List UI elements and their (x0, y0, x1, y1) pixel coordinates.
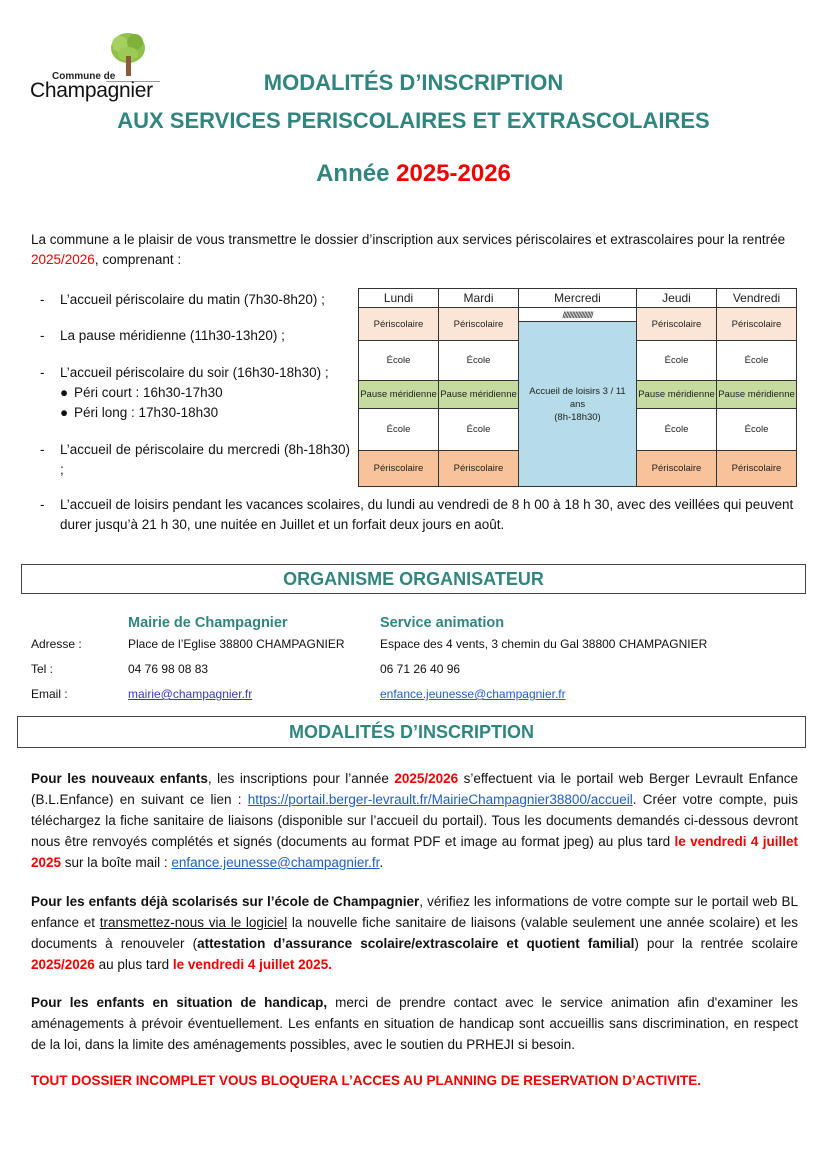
accueil-text: ans (569, 398, 586, 410)
service-tel: 06 71 26 40 96 (380, 662, 461, 676)
day-header-mardi: Mardi (439, 289, 519, 308)
dash-bullet: - (40, 328, 45, 343)
sub-item-text: Péri court : 16h30-17h30 (74, 385, 223, 400)
text: , vérifiez les informations de votre compte sur le portail web BL enfance et (31, 894, 798, 930)
cell-ecole: École (439, 409, 519, 451)
highlight-deadline: le vendredi 4 juillet 2025 (31, 834, 799, 870)
day-header-jeudi: Jeudi (637, 289, 717, 308)
underlined-text: transmettez-nous via le logiciel (99, 915, 288, 930)
dash-bullet: - (40, 442, 45, 457)
list-item-text: La pause méridienne (11h30-13h20) ; (60, 328, 285, 343)
list-item-text: L’accueil de périscolaire du mercredi (8h-18h30) ; (60, 442, 350, 477)
mairie-email-link[interactable]: mairie@champagnier.fr (128, 687, 253, 701)
page-subtitle: AUX SERVICES PERISCOLAIRES ET EXTRASCOLAIRES (117, 108, 710, 133)
cell-periscolaire-morning: Périscolaire (637, 308, 717, 341)
mairie-address: Place de l’Eglise 38800 CHAMPAGNIER (128, 637, 345, 651)
cell-ecole: École (439, 341, 519, 381)
text: , les inscriptions pour l’année (207, 771, 395, 786)
bullet-icon: ● (60, 385, 69, 400)
dash-bullet: - (40, 365, 45, 380)
email-label: Email : (31, 687, 68, 701)
service-address: Espace des 4 vents, 3 chemin du Gal 38800 CHAMPAGNIER (380, 637, 708, 651)
service-title: Service animation (380, 615, 505, 631)
cell-periscolaire-evening: Périscolaire (717, 451, 797, 487)
text: la nouvelle fiche sanitaire de liaisons (valable seulement une année scolaire) et les documents à renouveler ( (31, 915, 798, 951)
cell-periscolaire-morning: Périscolaire (717, 308, 797, 341)
cell-ecole: École (359, 409, 439, 451)
bold-lead: Pour les nouveaux enfants (31, 771, 208, 786)
year-heading (0, 160, 827, 188)
cell-periscolaire-morning: Périscolaire (359, 308, 439, 341)
text: ) pour la rentrée scolaire (634, 936, 798, 951)
tel-label: Tel : (31, 662, 54, 676)
text: merci de prendre contact avec le service animation afin d'examiner les aménagements à prévoir éventuellement. Les enfants en situation de handicap sont accueillis sans discrimination, en respect de la loi, dans la limite des aménagements possibles, avec le soutien du PRHEJI si besoin. (31, 995, 798, 1052)
weekly-schedule-table (358, 288, 797, 487)
year-label: Année (316, 160, 390, 187)
cell-pause-meridienne: Pause méridienne (637, 381, 717, 409)
paragraph-new-children (31, 768, 798, 873)
text: au plus tard (94, 957, 173, 972)
text: . (379, 855, 384, 870)
intro-text: La commune a le plaisir de vous transmettre le dossier d’inscription aux services périscolaires et extrascolaires pour la rentrée (31, 232, 786, 247)
warning-text: TOUT DOSSIER INCOMPLET VOUS BLOQUERA L’ACCES AU PLANNING DE RESERVATION D’ACTIVITE. (31, 1073, 702, 1088)
section-header-organisme: ORGANISME ORGANISATEUR (21, 564, 806, 594)
dash-bullet: - (40, 497, 45, 512)
cell-ecole: École (637, 341, 717, 381)
address-label: Adresse : (31, 637, 82, 651)
cell-pause-meridienne: Pause méridienne (717, 381, 797, 409)
day-header-mercredi: Mercredi (519, 289, 637, 308)
day-header-lundi: Lundi (359, 289, 439, 308)
bold-lead: Pour les enfants en situation de handicap, (31, 995, 328, 1010)
cell-ecole: École (359, 341, 439, 381)
list-item-text: L’accueil périscolaire du matin (7h30-8h20) ; (60, 292, 325, 307)
intro-text-end: , comprenant : (94, 252, 182, 267)
sub-list-item (60, 403, 218, 423)
bold-lead: Pour les enfants déjà scolarisés sur l’école de Champagnier (31, 894, 420, 909)
bullet-icon: ● (60, 405, 69, 420)
email-link[interactable]: enfance.jeunesse@champagnier.fr (171, 855, 380, 870)
mairie-title: Mairie de Champagnier (128, 615, 288, 631)
highlight-deadline: le vendredi 4 juillet 2025. (172, 957, 332, 972)
cell-pause-meridienne: Pause méridienne (359, 381, 439, 409)
section-header-modalites: MODALITÉS D’INSCRIPTION (17, 716, 806, 748)
day-header-vendredi: Vendredi (717, 289, 797, 308)
paragraph-existing-children (31, 891, 798, 975)
intro-paragraph (31, 230, 801, 270)
text: sur la boîte mail : (61, 855, 172, 870)
vacation-text: L’accueil de loisirs pendant les vacances scolaires, du lundi au vendredi de 8 h 00 à 18 h 30, avec des veillées qui peuvent durer jusqu’à 21 h 30, une nuitée en Juillet et un forfait deux jours en août. (60, 497, 794, 532)
cell-ecole: École (717, 341, 797, 381)
dash-bullet: - (40, 292, 45, 307)
bold-documents: attestation d’assurance scolaire/extrascolaire et quotient familial (197, 936, 635, 951)
page-title: MODALITÉS D’INSCRIPTION (263, 70, 564, 95)
text: . Créer votre compte, puis téléchargez la fiche sanitaire de liaisons (disponible sur l’accueil du portail). Tous les documents demandés ci-dessous devront nous être renvoyés complétés et signés (documents au format PDF et image au format jpeg) au plus tard (31, 792, 798, 849)
cell-wednesday-accueil-loisirs (519, 322, 637, 487)
cell-periscolaire-evening: Périscolaire (637, 451, 717, 487)
cell-pause-meridienne: Pause méridienne (439, 381, 519, 409)
accueil-text: Accueil de loisirs 3 / 11 (529, 385, 626, 397)
portal-link[interactable]: https://portail.berger-levrault.fr/MairieChampagnier38800/accueil (247, 792, 633, 807)
cell-periscolaire-morning: Périscolaire (439, 308, 519, 341)
year-value: 2025-2026 (396, 160, 511, 187)
logo-text-small: Commune de (52, 71, 116, 82)
cell-periscolaire-evening: Périscolaire (439, 451, 519, 487)
cell-ecole: École (717, 409, 797, 451)
sub-item-text: Péri long : 17h30-18h30 (74, 405, 219, 420)
cell-periscolaire-evening: Périscolaire (359, 451, 439, 487)
mairie-tel: 04 76 98 08 83 (128, 662, 209, 676)
cell-wednesday-hatch: //////////////////// (519, 308, 637, 322)
sub-list-item (60, 383, 223, 403)
logo-text-big: Champagnier (30, 79, 153, 102)
cell-ecole: École (637, 409, 717, 451)
highlight-year: 2025/2026 (394, 771, 459, 786)
accueil-hours: (8h-18h30) (554, 411, 601, 423)
highlight-year: 2025/2026 (31, 957, 95, 972)
intro-year: 2025/2026 (31, 252, 95, 267)
list-item-text: L’accueil périscolaire du soir (16h30-18h30) ; (60, 365, 329, 380)
paragraph-handicap (31, 992, 798, 1055)
service-email-link[interactable]: enfance.jeunesse@champagnier.fr (380, 687, 566, 701)
text: s’effectuent via le portail web Berger Levrault Enfance (B.L.Enfance) en suivant ce lien : (31, 771, 798, 807)
